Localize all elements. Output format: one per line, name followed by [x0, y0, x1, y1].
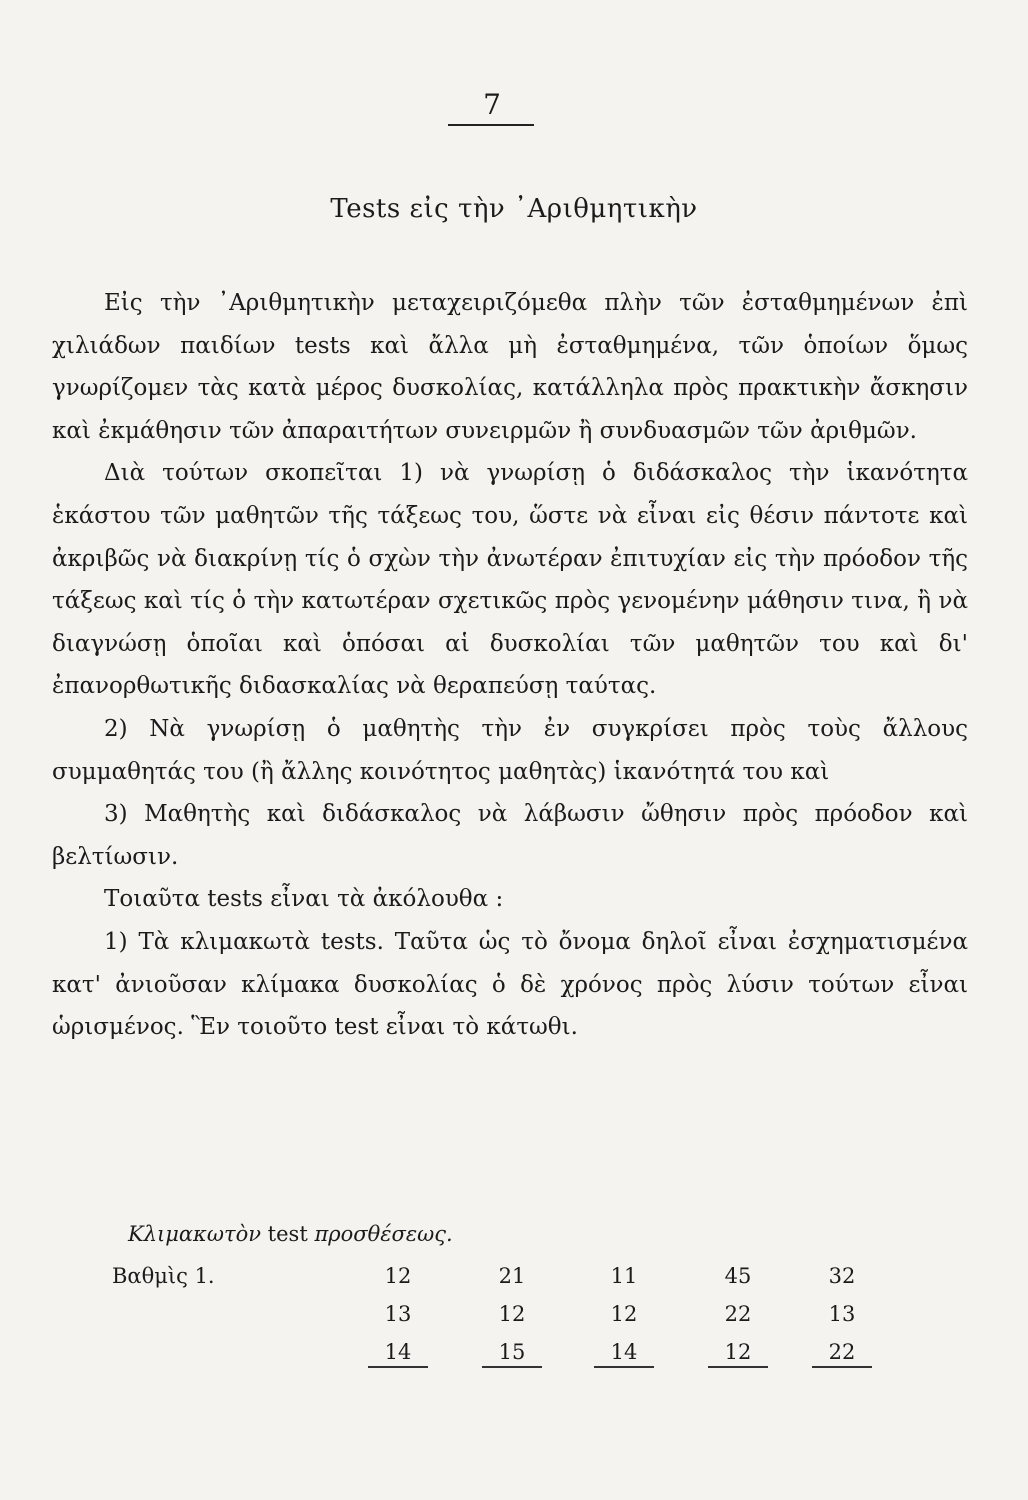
paragraph-aim-3: 3) Μαθητὴς καὶ διδάσκαλος νὰ λάβωσιν ὤθησιν πρὸς πρόοδον καὶ βελτίωσιν. [52, 801, 968, 870]
test-cell: 12 [384, 1264, 412, 1288]
test-cell: 15 [482, 1340, 542, 1368]
paragraph-aims: Διὰ τούτων σκοπεῖται 1) νὰ γνωρίσῃ ὁ διδάσκαλος τὴν ἱκανότητα ἑκάστου τῶν μαθητῶν τῆς τάξεως του, ὥστε νὰ εἶναι εἰς θέσιν πάντοτε καὶ ἀκριβῶς νὰ διακρίνῃ τίς ὁ σχὼν τὴν ἀνωτέραν ἐπιτυχίαν εἰς τὴν πρόοδον τῆς τάξεως καὶ τίς ὁ τὴν κατωτέραν σχετικῶς πρὸς γενομένην μάθησιν τινα, ἢ νὰ διαγνώσῃ ὁποῖαι καὶ ὁπόσαι αἱ δυσκολίαι τῶν μαθητῶν του καὶ δι' ἐπανορθωτικῆς διδασκαλίας νὰ θεραπεύσῃ ταύτας. [52, 460, 968, 700]
example-heading [128, 1222, 453, 1246]
test-cell: 13 [828, 1302, 856, 1326]
example-heading-part-3: προσθέσεως. [314, 1222, 453, 1246]
test-cell: 22 [812, 1340, 872, 1368]
test-cell: 12 [708, 1340, 768, 1368]
test-cell: 22 [724, 1302, 752, 1326]
test-cell: 12 [610, 1302, 638, 1326]
test-cell: 21 [498, 1264, 526, 1288]
page-number-rule [448, 124, 534, 126]
test-cell: 14 [368, 1340, 428, 1368]
test-cell: 13 [384, 1302, 412, 1326]
test-row [112, 1340, 962, 1370]
test-cell: 32 [828, 1264, 856, 1288]
test-row [112, 1264, 962, 1294]
example-heading-part-2: test [267, 1222, 308, 1246]
paragraph-aim-2: 2) Νὰ γνωρίσῃ ὁ μαθητὴς τὴν ἐν συγκρίσει πρὸς τοὺς ἄλλους συμμαθητάς του (ἢ ἄλλης κοινότητος μαθητὰς) ἱκανότητά του καὶ [52, 715, 968, 785]
test-cell: 12 [498, 1302, 526, 1326]
test-cell: 11 [610, 1264, 638, 1288]
page-number: 7 [483, 88, 501, 121]
page-title: Tests εἰς τὴν ᾿Αριθμητικὴν [330, 194, 698, 224]
paragraph-list-intro: Τοιαῦτα tests εἶναι τὰ ἀκόλουθα : [104, 886, 504, 913]
body-text [52, 282, 968, 1049]
example-heading-part-1: Κλιμακωτὸν [128, 1222, 261, 1246]
grade-label: Βαθμὶς 1. [112, 1264, 215, 1288]
paragraph-intro: Εἰς τὴν ᾿Αριθμητικὴν μεταχειριζόμεθα πλὴν τῶν ἐσταθμημένων ἐπὶ χιλιάδων παιδίων tests καὶ ἄλλα μὴ ἐσταθμημένα, τῶν ὁποίων ὅμως γνωρίζομεν τὰς κατὰ μέρος δυσκολίας, κατάλληλα πρὸς πρακτικὴν ἄσκησιν καὶ ἐκμάθησιν τῶν ἀπαραιτήτων συνειρμῶν ἢ συνδυασμῶν τῶν ἀριθμῶν. [52, 290, 968, 444]
test-row [112, 1302, 962, 1332]
test-cell: 45 [724, 1264, 752, 1288]
paragraph-graded-tests: 1) Τὰ κλιμακωτὰ tests. Ταῦτα ὡς τὸ ὄνομα δηλοῖ εἶναι ἐσχηματισμένα κατ' ἀνιοῦσαν κλίμακα δυσκολίας ὁ δὲ χρόνος πρὸς λύσιν τούτων εἶναι ὡρισμένος. Ἓν τοιοῦτο test εἶναι τὸ κάτωθι. [52, 928, 968, 1041]
test-cell: 14 [594, 1340, 654, 1368]
